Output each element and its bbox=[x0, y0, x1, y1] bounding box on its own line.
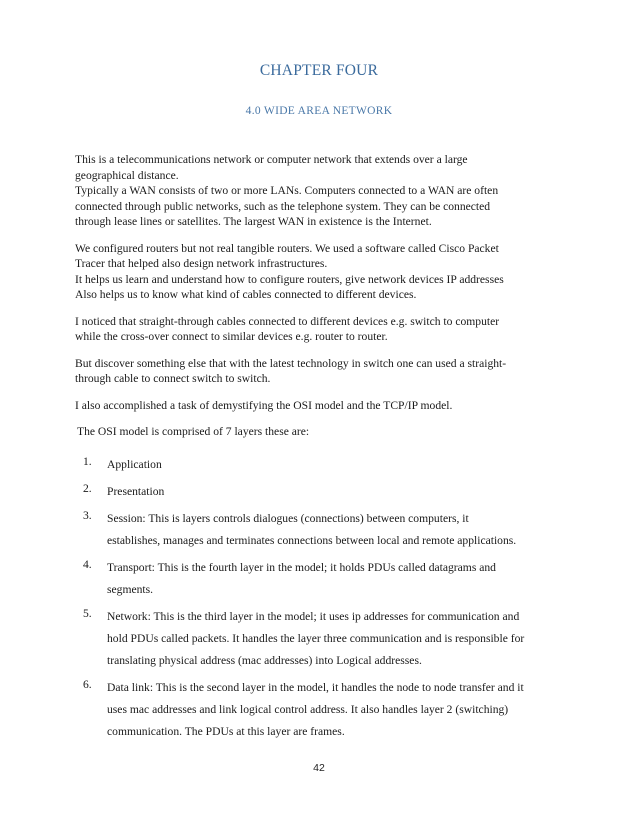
list-item-number: 4. bbox=[83, 557, 92, 571]
list-item-number: 3. bbox=[83, 508, 92, 522]
osi-layer-list bbox=[75, 454, 570, 743]
paragraph-line: We configured routers but not real tangible routers. We used a software called Cisco Packet bbox=[75, 241, 499, 255]
list-item-line: translating physical address (mac addresses) into Logical addresses. bbox=[107, 653, 422, 667]
list-item-line: Application bbox=[107, 457, 162, 471]
paragraph-line: Tracer that helped also design network infrastructures. bbox=[75, 257, 328, 270]
paragraph-line: I also accomplished a task of demystifying the OSI model and the TCP/IP model. bbox=[75, 398, 453, 412]
list-item-line: hold PDUs called packets. It handles the layer three communication and is responsible for bbox=[107, 631, 525, 645]
paragraph bbox=[75, 314, 570, 345]
list-item-line: Session: This is layers controls dialogues (connections) between computers, it bbox=[107, 511, 469, 525]
page-number: 42 bbox=[313, 762, 325, 774]
list-item-line: Data link: This is the second layer in the model, it handles the node to node transfer and it bbox=[107, 680, 524, 694]
paragraph-line: This is a telecommunications network or computer network that extends over a large bbox=[75, 153, 468, 166]
paragraph-line: connected through public networks, such as the telephone system. They can be connected bbox=[75, 199, 491, 213]
paragraph-line: while the cross-over connect to similar devices e.g. router to router. bbox=[75, 330, 388, 343]
list-item-line: uses mac addresses and link logical control address. It also handles layer 2 (switching) bbox=[107, 702, 509, 716]
paragraph-line: I noticed that straight-through cables connected to different devices e.g. switch to computer bbox=[75, 314, 500, 328]
section-title: 4.0 WIDE AREA NETWORK bbox=[245, 105, 393, 117]
list-item-number: 5. bbox=[83, 606, 92, 620]
list-item-line: communication. The PDUs at this layer are frames. bbox=[107, 724, 345, 738]
paragraph-line: through cable to connect switch to switch. bbox=[75, 372, 271, 385]
list-item-line: Transport: This is the fourth layer in the model; it holds PDUs called datagrams and bbox=[107, 560, 496, 574]
list-item-line: Presentation bbox=[107, 484, 165, 498]
document-body bbox=[75, 152, 570, 748]
paragraph-group bbox=[75, 152, 570, 413]
paragraph-line: geographical distance. bbox=[75, 168, 179, 182]
paragraph bbox=[75, 241, 570, 303]
chapter-title: CHAPTER FOUR bbox=[259, 62, 379, 79]
list-item-number: 2. bbox=[83, 481, 92, 495]
list-item-line: establishes, manages and terminates connections between local and remote applications. bbox=[107, 533, 517, 547]
list-item bbox=[83, 557, 570, 601]
list-item bbox=[83, 677, 570, 743]
list-item-number: 1. bbox=[83, 454, 92, 468]
paragraph-line: But discover something else that with the latest technology in switch one can used a straight- bbox=[75, 356, 507, 370]
paragraph bbox=[75, 356, 570, 387]
paragraph-line: Also helps us to know what kind of cables connected to different devices. bbox=[75, 288, 417, 301]
list-item bbox=[83, 606, 570, 672]
paragraph-line: through lease lines or satellites. The largest WAN in existence is the Internet. bbox=[75, 215, 432, 228]
paragraph bbox=[75, 152, 570, 230]
list-item bbox=[83, 481, 570, 503]
list-item bbox=[83, 508, 570, 552]
list-item-line: Network: This is the third layer in the model; it uses ip addresses for communication and bbox=[107, 609, 520, 623]
paragraph bbox=[75, 398, 570, 414]
osi-intro-text: The OSI model is comprised of 7 layers these are: bbox=[77, 425, 310, 438]
paragraph-line: It helps us learn and understand how to configure routers, give network devices IP addresses bbox=[75, 272, 504, 286]
paragraph-line: Typically a WAN consists of two or more LANs. Computers connected to a WAN are often bbox=[75, 184, 499, 197]
list-item-line: segments. bbox=[107, 582, 154, 596]
list-item bbox=[83, 454, 570, 476]
list-item-number: 6. bbox=[83, 677, 92, 691]
